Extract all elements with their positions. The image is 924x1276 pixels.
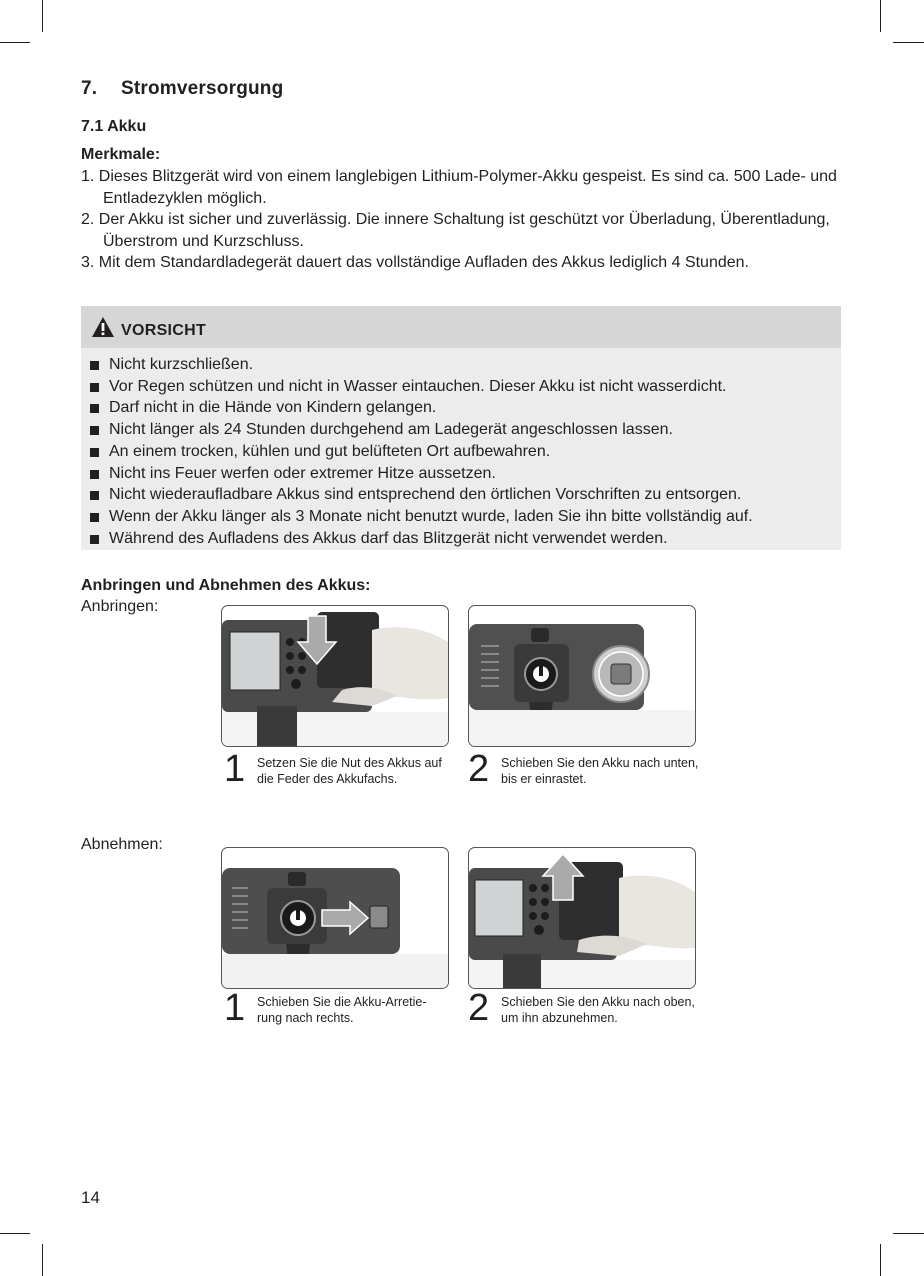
crop-mark [893,42,924,43]
crop-mark [880,1244,881,1276]
detach-step-1-image [221,847,449,989]
caution-text: Darf nicht in die Hände von Kindern gelangen. [109,399,437,417]
caution-box [81,306,841,550]
caution-item [90,441,841,463]
mounting-heading: Anbringen und Abnehmen des Akkus: [81,577,371,594]
detach-step-2-image [468,847,696,989]
attach-step-2-image [468,605,696,747]
caution-item [90,397,841,419]
crop-mark [893,1233,924,1234]
caution-text: Nicht länger als 24 Stunden durchgehend am Ladegerät angeschlossen lassen. [109,421,673,439]
step-number: 2 [468,748,490,790]
caution-text: An einem trocken, kühlen und gut belüfteten Ort aufbewahren. [109,442,551,460]
square-bullet-icon [90,535,99,544]
step-text: Schieben Sie den Akku nach oben, um ihn abzunehmen. [501,995,695,1025]
attach-step-1-image [221,605,449,747]
crop-mark [0,1233,30,1234]
step-number: 1 [224,748,246,790]
square-bullet-icon [90,448,99,457]
subsection-heading: 7.1 Akku [81,118,147,135]
attach-label: Anbringen: [81,598,159,615]
step-number: 2 [468,987,490,1029]
section-number: 7. [81,78,98,99]
square-bullet-icon [90,470,99,479]
section-heading [81,78,283,100]
square-bullet-icon [90,404,99,413]
step-text: Schieben Sie die Akku-Arretie-rung nach rechts. [257,995,427,1025]
caution-item [90,354,841,376]
section-title: Stromversorgung [121,78,284,99]
caution-title: VORSICHT [121,322,207,339]
crop-mark [880,0,881,32]
caution-text: Nicht ins Feuer werfen oder extremer Hitze aussetzen. [109,464,496,482]
caution-item [90,484,841,506]
crop-mark [42,1244,43,1276]
caution-text: Nicht kurzschließen. [109,356,254,373]
caution-header [81,306,841,348]
features-list [81,166,851,274]
caution-item [90,506,841,528]
step-text: Schieben Sie den Akku nach unten, bis er einrastet. [501,756,699,786]
caution-item [90,419,841,441]
page-number: 14 [81,1188,100,1207]
caution-text: Vor Regen schützen und nicht in Wasser eintauchen. Dieser Akku ist nicht wasserdicht. [109,377,727,395]
caution-text: Wenn der Akku länger als 3 Monate nicht benutzt wurde, laden Sie ihn bitte vollständig auf. [109,507,753,525]
square-bullet-icon [90,491,99,500]
step-text: Setzen Sie die Nut des Akkus auf die Feder des Akkufachs. [257,756,442,786]
feature-item: 3. Mit dem Standardladegerät dauert das vollständige Aufladen des Akkus lediglich 4 Stunden. [81,254,749,271]
warning-triangle-icon [91,316,115,338]
caution-item [90,376,841,398]
detach-label: Abnehmen: [81,836,163,853]
feature-item: 2. Der Akku ist sicher und zuverlässig. Die innere Schaltung ist geschützt vor Überladung, Überentladung, Überstrom und Kurzschluss. [81,211,830,250]
square-bullet-icon [90,426,99,435]
caution-text: Nicht wiederaufladbare Akkus sind entsprechend den örtlichen Vorschriften zu entsorgen. [109,486,742,504]
crop-mark [0,42,30,43]
square-bullet-icon [90,513,99,522]
caution-item [90,528,841,550]
square-bullet-icon [90,361,99,370]
feature-item: 1. Dieses Blitzgerät wird von einem langlebigen Lithium-Polymer-Akku gespeist. Es sind ca. 500 Lade- und Entladezyklen möglich. [81,168,837,207]
crop-mark [42,0,43,32]
square-bullet-icon [90,383,99,392]
step-number: 1 [224,987,246,1029]
caution-text: Während des Aufladens des Akkus darf das Blitzgerät nicht verwendet werden. [109,529,668,547]
features-label: Merkmale: [81,146,161,163]
caution-item [90,463,841,485]
caution-list [81,348,841,549]
